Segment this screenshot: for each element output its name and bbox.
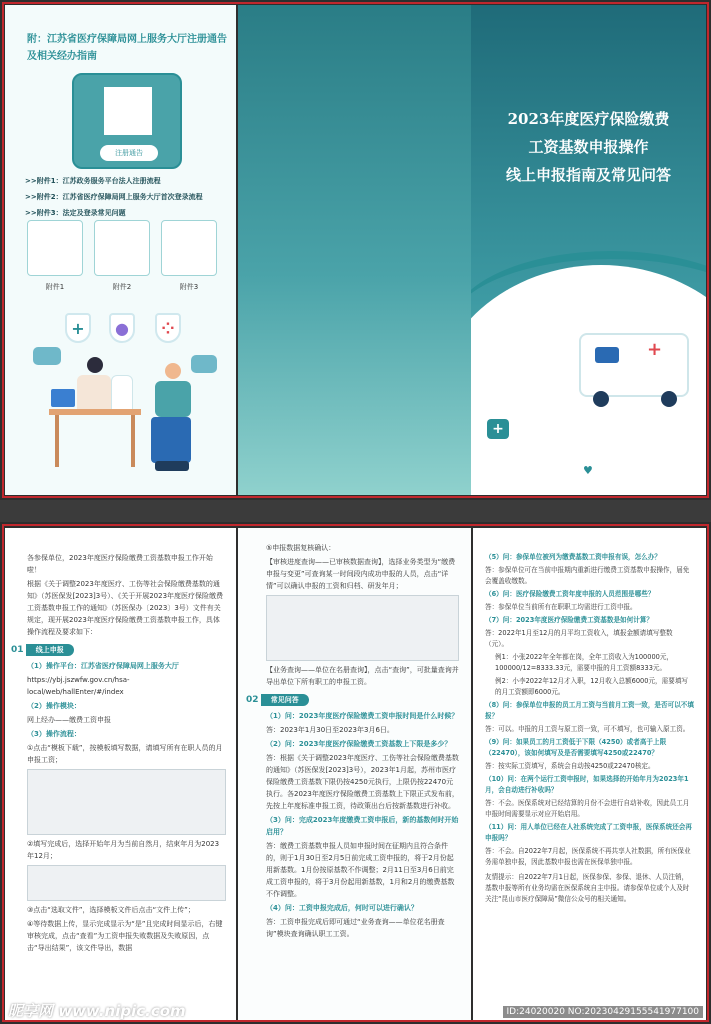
site-watermark: 昵享网 www.nipic.com: [8, 1002, 186, 1020]
middle-panel: [238, 5, 471, 495]
faq-question: （1）问：2023年度医疗保险缴费工资申报时间是什么时候？: [266, 712, 459, 720]
step-text: ②填写完成后，选择开始年月为当前自然月，结束年月为2023年12月；: [27, 840, 220, 860]
faq-answer: 答：2022年1月至12月的月平均工资收入，填报金额请填写整数（元）。: [485, 629, 673, 648]
patient-body: [155, 381, 191, 417]
section-number: 01: [11, 645, 24, 655]
screenshot-date-range: [27, 865, 226, 901]
doctor-illustration: [87, 357, 103, 373]
faq-answer: 答：参保单位可在当前申报期内重新进行缴费工资基数申报操作，届免会覆盖收缴数。: [485, 566, 690, 585]
front-sheet: [0, 0, 711, 500]
intro-text: 根据《关于调整2023年度医疗、工伤等社会保险缴费基数的通知》（苏医保发[2023]3号）、《关于开展2023年度医疗保险缴费工资基数申报工作的通知》（苏医保办〔2023〕3号）文件有关规定，现开展2023年度医疗保险缴费工资基数申报工作，具体操作流程及要求如下：: [27, 580, 224, 636]
step-text: ④等待数据上传，显示完成显示为“是”且完成时间显示后，右键审核完成，点击“查看”为工资申报失败数据及失败原因，点击“导出结果”，该文件导出，数据: [27, 920, 223, 952]
faq-question: （6）问：医疗保险缴费工资年度申报的人员范围是哪些？: [485, 590, 655, 598]
guide-column-3: [473, 528, 706, 1020]
faq-question: （10）问：在两个运行工资申报时，如果选择的开始年月为2023年1月，会自动进行补收吗？: [485, 775, 689, 794]
faq-question: （7）问：2023年度医疗保险缴费工资基数是如何计算？: [485, 616, 654, 624]
guide-column-2: [238, 528, 471, 1020]
cover-panel: [471, 5, 706, 495]
molecule-icon: ⁘: [155, 313, 181, 343]
greeting-text: 各参保单位，2023年度医疗保险缴费工资基数申报工作开始啦！: [27, 554, 213, 574]
attachment-list: [25, 173, 235, 221]
faq-answer: 答：参保单位当前所有在职职工均需进行工资申报。: [485, 603, 637, 611]
faq-question: （2）问：2023年度医疗保险缴费工资基数上下限是多少？: [266, 740, 452, 748]
laptop: [51, 389, 75, 407]
faq-answer: 答：不会。自2022年7月起，医保系统不再共享人社数据，所有医保业务需单独申报，因此基数申报也需在医保单独申报。: [485, 847, 691, 866]
screenshot-audit-query: [266, 595, 459, 661]
step-text: ⑤申报数据复核确认：: [266, 544, 336, 552]
cover-title-line: 工资基数申报操作: [528, 138, 649, 156]
faq-question: （11）问：用人单位已经在人社系统完成了工资申报，医保系统还会再申报吗？: [485, 823, 692, 842]
desk: [49, 409, 141, 415]
ambulance-window: [595, 347, 619, 363]
ambulance-illustration: [579, 333, 689, 397]
faq-example: 例2：小李2022年12月才入职，12月收入总额6000元，需要填写的月工资额即6000元。: [495, 677, 689, 696]
attachment-item[interactable]: >>附件1：江苏政务服务平台法人注册流程: [25, 177, 161, 185]
faq-answer: 答：根据《关于调整2023年度医疗、工伤等社会保险缴费基数的通知》（苏医保发[2023]3号），2023年1月起，苏州市医疗保险缴费工资基数下限仍按4250元执行，上限仍按22470元执行。各2023年度医疗保险缴费工资基数上下限正式发布前，先按上年度标准申报工资，待政策出台后按新基数进行补收。: [266, 754, 459, 810]
patient-legs: [155, 461, 189, 471]
faq-question: （5）问：参保单位被列为缴费基数工资申报有误，怎么办？: [485, 553, 662, 561]
image-id-label: ID:24020020 NO:20230429155541977100: [503, 1006, 704, 1018]
step-text: 【审核进度查询——已审核数据查询】，选择业务类型为“缴费申报与变更”可查询某一时间段内成功申报的人员，点击“详情”可以确认申报的工资和归档、研发年月；: [266, 558, 456, 590]
step-text: ①点击“模板下载”，按模板填写数据，请填写所有在职人员的月申报工资；: [27, 744, 223, 764]
attachment-item[interactable]: >>附件3：法定及登录常见问题: [25, 209, 126, 217]
faq-answer: 答：可以。申报的月工资与原工资一致，可不填写，也可输入原工资。: [485, 725, 690, 733]
attachment-2-qr: [94, 220, 150, 276]
screenshot-template-download: [27, 769, 226, 835]
wheel-icon: [661, 391, 677, 407]
register-notice-button[interactable]: 注册通告: [100, 145, 158, 161]
chair: [151, 417, 191, 463]
attachment-caption: 附件2: [112, 283, 132, 291]
section-header: [11, 644, 226, 656]
faq-question: （8）问：参保单位申报的员工月工资与当前月工资一致，是否可以不填报？: [485, 701, 694, 720]
faq-answer: 答：缴费工资基数申报人员如申报时间在征期内且符合条件的，则于1月30日至2月5日前完成工资申报的，将于2月份起用新基数。1月份按原基数不作调整；2月11日至3月6日前完成工资申报的，将于3月份起用新基数，1月和2月的缴费基数不作调整。: [266, 842, 455, 898]
attachment-item[interactable]: >>附件2：江苏省医疗保障局网上服务大厅首次登录流程: [25, 193, 203, 201]
reminder-text: 友情提示：自2022年7月1日起，医保参保、参保、退休、人员注销，基数申报等所有业务均需在医保系统自主申报。请参保单位或个人及时关注“昆山市医疗保障局”微信公众号的相关通知。: [485, 873, 690, 903]
cover-title: [471, 105, 706, 189]
chat-bubble-icon: [191, 355, 217, 373]
faq-answer: 答：不会。医保系统对已经结算的月份不会进行自动补收，因此员工月申报时间需要显示对应开始启用。: [485, 799, 690, 818]
qr-code: [104, 87, 152, 135]
wheel-icon: [593, 391, 609, 407]
first-aid-kit-icon: +: [487, 419, 509, 439]
attachment-caption: 附件1: [45, 283, 65, 291]
step-text: 网上经办——缴费工资申报: [27, 716, 111, 724]
attachment-1-qr: [27, 220, 83, 276]
faq-answer: 答：工资申报完成后即可通过“业务查询——单位花名册查询”模块查询确认职工工资。: [266, 918, 445, 938]
step-title: （2）操作模块：: [27, 702, 81, 710]
pill-icon: ●: [109, 313, 135, 343]
cover-title-line: 线上申报指南及常见问答: [505, 166, 671, 184]
attachment-3-qr: [161, 220, 217, 276]
platform-url[interactable]: https://ybj.jszwfw.gov.cn/hsa-local/web/hallEnter/#/index: [27, 676, 130, 696]
faq-example: 例1：小张2022年全年都在岗，全年工资收入为100000元，100000/12=8333.33元，需要申报的月工资额8333元。: [495, 653, 674, 672]
section-title: 常见问答: [261, 694, 309, 706]
attachments-panel: [5, 5, 236, 495]
step-text: ③点击“选取文件”，选择模板文件后点击“文件上传”；: [27, 906, 195, 914]
section-title: 线上申报: [26, 644, 74, 656]
qr-card: [72, 73, 182, 169]
desk-leg: [131, 415, 135, 467]
faq-question: （3）问：完成2023年度缴费工资申报后，新的基数何时开始启用？: [266, 816, 459, 836]
attachment-title: 附：江苏省医疗保障局网上服务大厅注册通告及相关经办指南: [27, 34, 227, 62]
guide-column-1: [5, 528, 236, 1020]
desk-leg: [55, 415, 59, 467]
back-sheet: [0, 522, 711, 1024]
section-header: [246, 694, 459, 706]
heart-icon: ♥: [583, 464, 593, 477]
chat-bubble-icon: [33, 347, 61, 365]
step-title: （3）操作流程：: [27, 730, 81, 738]
attachment-caption: 附件3: [179, 283, 199, 291]
step-title: （1）操作平台：江苏省医疗保障局网上服务大厅: [27, 662, 179, 670]
faq-answer: 答：按实际工资填写，系统会自动按4250或22470核定。: [485, 762, 655, 770]
step-text: 【业务查询——单位在名册查询】，点击“查询”，可批量查询并导出单位下所有职工的申报工资。: [266, 666, 459, 686]
medical-cross-icon: +: [647, 339, 663, 360]
patient-illustration: [165, 363, 181, 379]
faq-question: （4）问：工资申报完成后，何时可以进行确认？: [266, 904, 418, 912]
section-number: 02: [246, 695, 259, 705]
cover-title-line: 2023年度医疗保险缴费: [507, 110, 670, 128]
medical-cross-icon: +: [65, 313, 91, 343]
faq-answer: 答：2023年1月30日至2023年3月6日。: [266, 726, 394, 734]
faq-question: （9）问：如果员工的月工资低于下限（4250）或者高于上限（22470），该如何填写及是否需要填写4250或22470？: [485, 738, 667, 757]
